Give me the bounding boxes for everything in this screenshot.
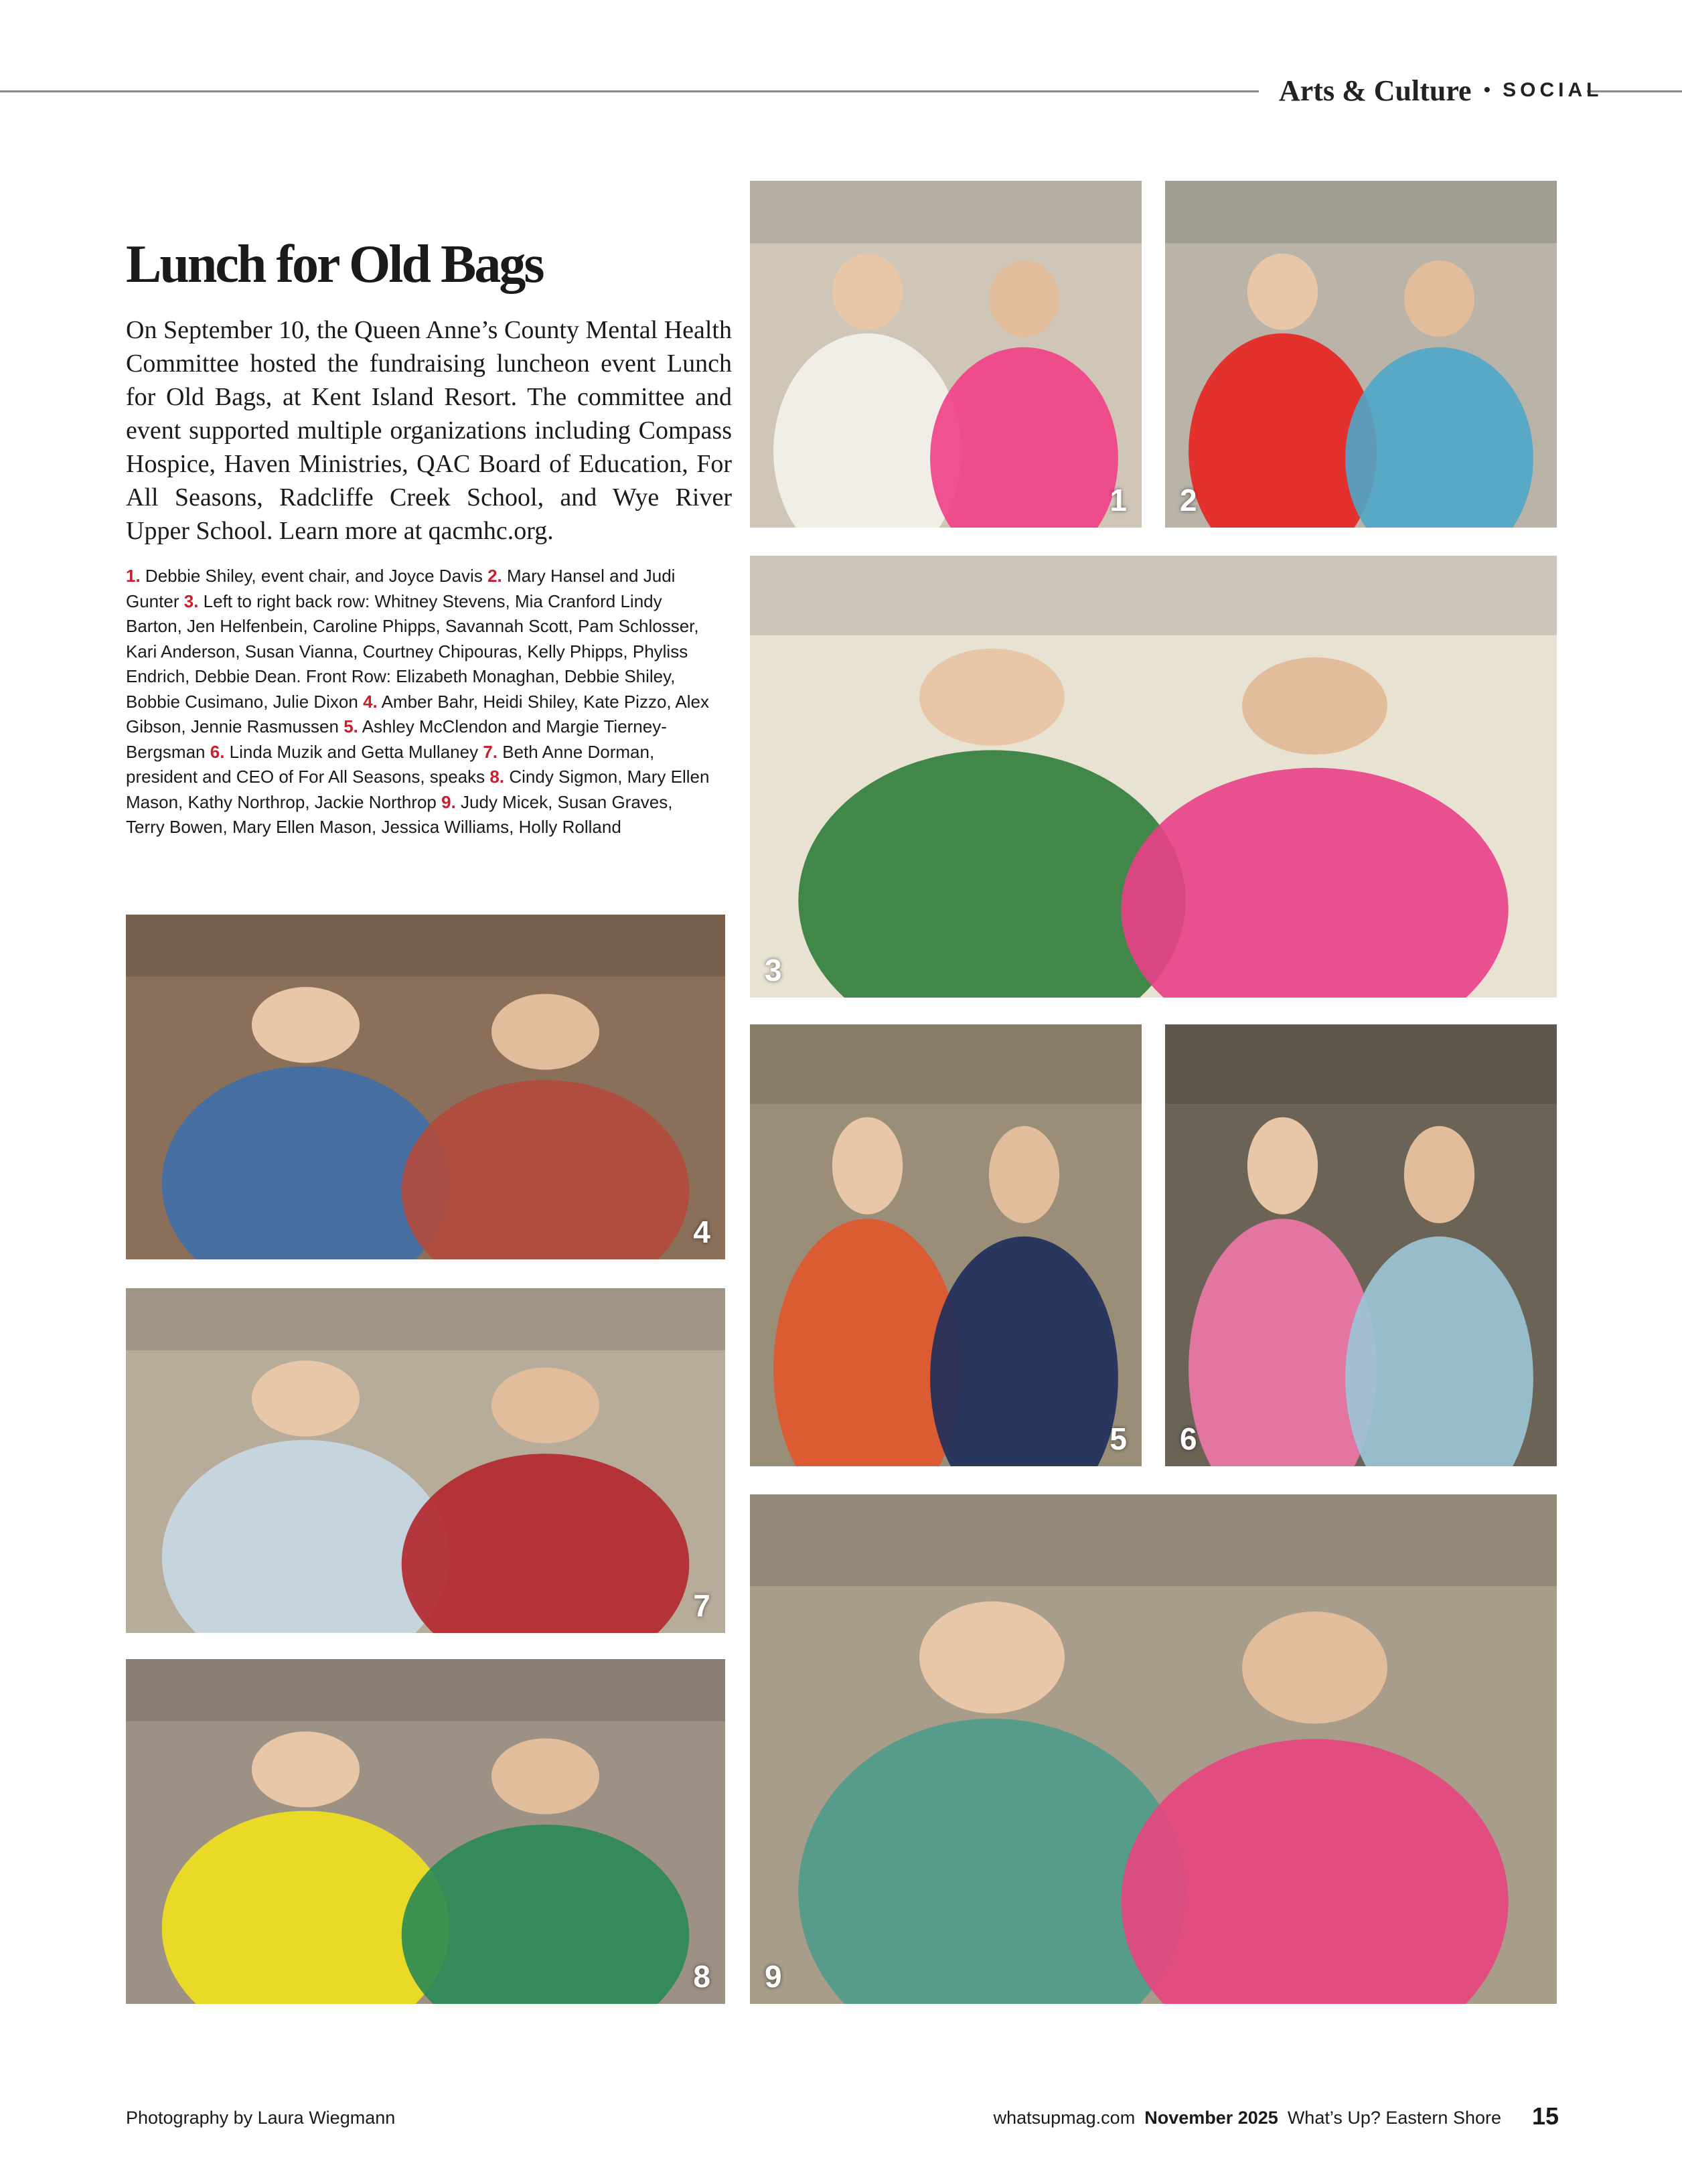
- face-left: [252, 987, 360, 1063]
- photo-image: [126, 1659, 725, 2004]
- photo-ceiling: [1165, 1024, 1557, 1104]
- article-title: Lunch for Old Bags: [126, 235, 543, 294]
- photo-9: [750, 1494, 1557, 2004]
- photo-number: 6: [1180, 1421, 1197, 1456]
- photo-ceiling: [126, 1659, 725, 1721]
- caption-number: 5.: [343, 716, 358, 736]
- photo-number: 9: [765, 1959, 782, 1994]
- photo-ceiling: [750, 556, 1557, 635]
- face-left: [832, 254, 903, 330]
- caption-number: 8.: [489, 767, 505, 787]
- section-name: Arts & Culture: [1279, 74, 1472, 107]
- photo-ceiling: [750, 1024, 1142, 1104]
- photo-ceiling: [126, 915, 725, 977]
- caption-number: 3.: [183, 591, 199, 611]
- face-left: [1247, 1117, 1318, 1215]
- section-separator: •: [1483, 79, 1491, 101]
- face-left: [252, 1731, 360, 1807]
- photo-image: [1165, 181, 1557, 528]
- caption-text: Beth Anne Dorman, president and CEO of For All Seasons, speaks: [126, 741, 655, 787]
- photo-image: [750, 181, 1142, 528]
- photo-captions: [126, 564, 715, 840]
- article-intro: On September 10, the Queen Anne’s County Mental Health Committee hosted the fundraising luncheon event Lunch for Old Bags, at Kent Island Resort. The committee and event supported multiple organizations including Compass Hospice, Haven Ministries, QAC Board of Education, For All Seasons, Radcliffe Creek School, and Wye River Upper School. Learn more at qacmhc.org.: [126, 316, 732, 545]
- photo-5: [750, 1024, 1142, 1466]
- photo-ceiling: [1165, 181, 1557, 243]
- face-left: [252, 1360, 360, 1436]
- photo-image: [750, 556, 1557, 998]
- photo-credit: Photography by Laura Wiegmann: [126, 2108, 396, 2128]
- face-right: [1242, 657, 1387, 755]
- caption-text: Amber Bahr, Heidi Shiley, Kate Pizzo, Alex Gibson, Jennie Rasmussen: [126, 691, 709, 736]
- photo-number: 2: [1180, 483, 1197, 518]
- face-right: [1404, 1126, 1474, 1223]
- caption-text: Debbie Shiley, event chair, and Joyce Davis: [145, 566, 483, 586]
- caption-number: 6.: [210, 741, 225, 762]
- photo-image: [1165, 1024, 1557, 1466]
- face-right: [989, 1126, 1059, 1223]
- face-left: [1247, 254, 1318, 330]
- photo-image: [750, 1024, 1142, 1466]
- face-right: [491, 1367, 599, 1443]
- face-right: [491, 994, 599, 1069]
- photo-number: 5: [1110, 1421, 1127, 1456]
- caption-number: 1.: [126, 566, 141, 586]
- photo-8: [126, 1659, 725, 2004]
- header-rule-left: [0, 90, 1259, 92]
- photo-7: [126, 1288, 725, 1633]
- photo-image: [126, 1288, 725, 1633]
- caption-text: Judy Micek, Susan Graves, Terry Bowen, Mary Ellen Mason, Jessica Williams, Holly Rolland: [126, 791, 673, 837]
- photo-ceiling: [750, 1494, 1557, 1586]
- footer-info: [994, 2108, 1501, 2128]
- photo-number: 4: [693, 1215, 710, 1249]
- face-left: [919, 1602, 1065, 1713]
- footer-publication: What’s Up? Eastern Shore: [1287, 2108, 1501, 2128]
- face-right: [989, 260, 1059, 337]
- face-left: [832, 1117, 903, 1215]
- caption-number: 2.: [487, 566, 502, 586]
- face-left: [919, 649, 1065, 746]
- caption-text: Ashley McClendon and Margie Tierney-Bergsman: [126, 716, 667, 762]
- photo-3: [750, 556, 1557, 998]
- photo-ceiling: [126, 1288, 725, 1350]
- photo-image: [750, 1494, 1557, 2004]
- caption-number: 7.: [483, 741, 498, 762]
- photo-number: 3: [765, 953, 782, 988]
- caption-text: Mary Hansel and Judi Gunter: [126, 566, 676, 611]
- section-header: [1279, 67, 1602, 114]
- photo-6: [1165, 1024, 1557, 1466]
- face-right: [1404, 260, 1474, 337]
- footer-month: November 2025: [1144, 2108, 1278, 2128]
- photo-number: 8: [693, 1959, 710, 1994]
- photo-number: 1: [1110, 483, 1127, 518]
- subsection-name: SOCIAL: [1503, 79, 1603, 101]
- page-number: 15: [1532, 2102, 1559, 2130]
- photo-4: [126, 915, 725, 1259]
- photo-ceiling: [750, 181, 1142, 243]
- caption-number: 9.: [441, 791, 456, 812]
- caption-text: Left to right back row: Whitney Stevens, Mia Cranford Lindy Barton, Jen Helfenbein, Caroline Phipps, Savannah Scott, Pam Schlosser, Kari Anderson, Susan Vianna, Courtney Chipouras, Kelly Phipps, Phyliss Endrich, Debbie Dean. Front Row: Elizabeth Monaghan, Debbie Shiley, Bobbie Cusimano, Julie Dixon: [126, 591, 699, 712]
- photo-image: [126, 915, 725, 1259]
- face-right: [1242, 1612, 1387, 1723]
- caption-number: 4.: [363, 691, 378, 712]
- footer-site: whatsupmag.com: [993, 2108, 1136, 2128]
- photo-1: [750, 181, 1142, 528]
- caption-text: Cindy Sigmon, Mary Ellen Mason, Kathy Northrop, Jackie Northrop: [126, 767, 710, 812]
- face-right: [491, 1738, 599, 1814]
- caption-text: Linda Muzik and Getta Mullaney: [229, 741, 479, 762]
- photo-number: 7: [693, 1588, 710, 1623]
- photo-2: [1165, 181, 1557, 528]
